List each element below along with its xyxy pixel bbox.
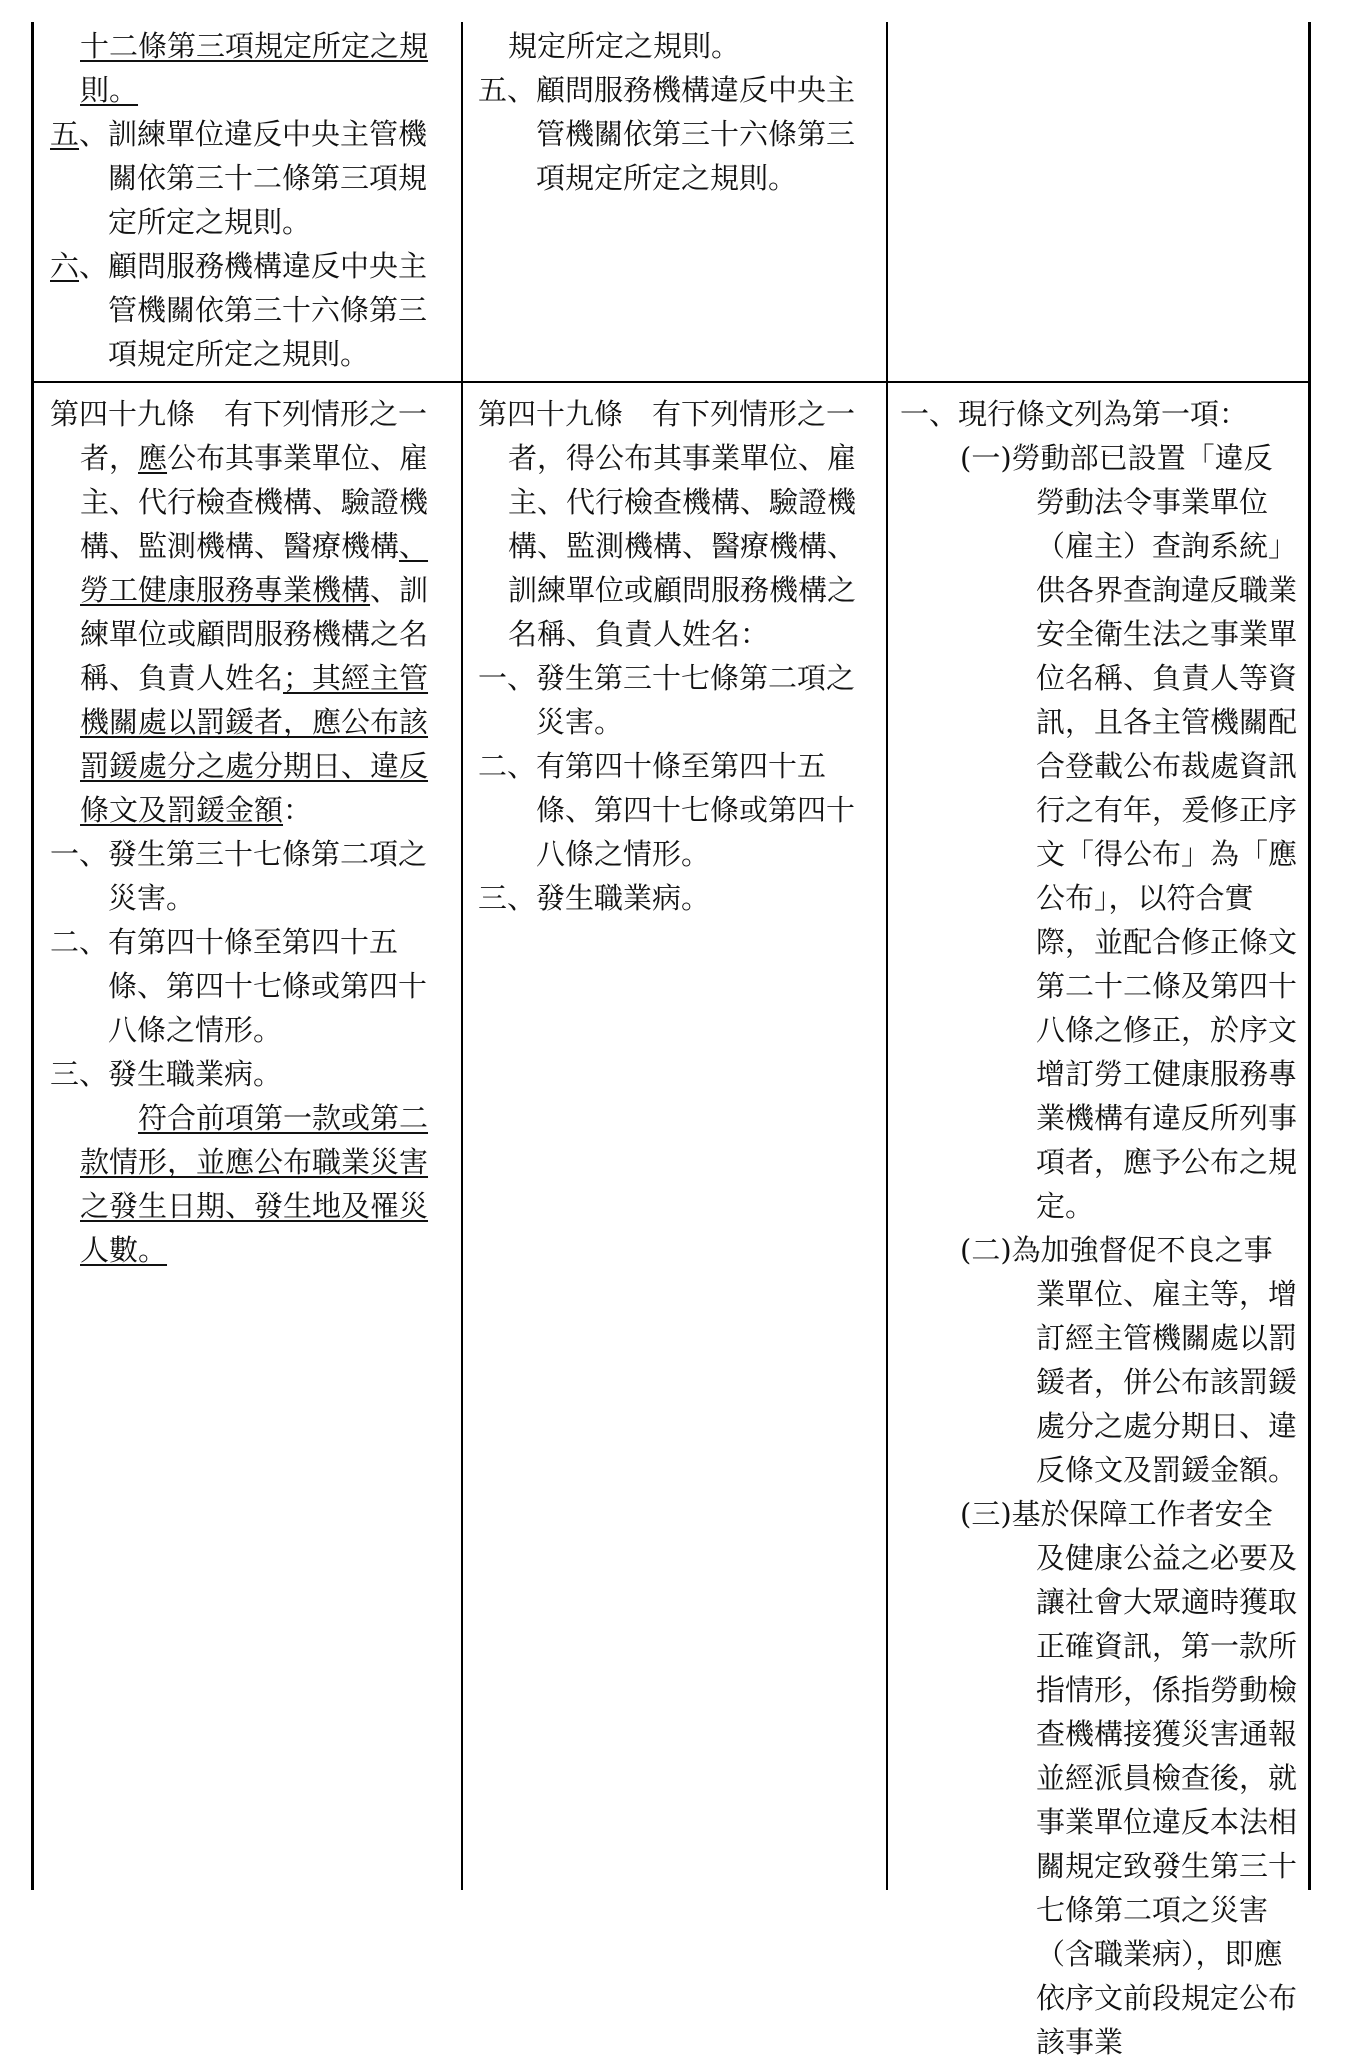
explanation-sub-1: (一)勞動部已設置「違反勞動法令事業單位（雇主）查詢系統」供各界查詢違反職業安全衛生法之事業單位名稱、負責人等資訊，且各主管機關配合登載公布裁處資訊行之有年，爰修正序文「得公布」為「應公布」，以符合實際，並配合修正條文第二十二條及第四十八條之修正，於序文增訂勞工健康服務專業機構有違反所列事項者，應予公布之規定。 — [960, 441, 1298, 1223]
explanation-heading: 一、現行條文列為第一項： — [900, 397, 1249, 431]
explanation-sub-2: (二)為加強督促不良之事業單位、雇主等，增訂經主管機關處以罰鍰者，併公布該罰鍰處分之處分期日、違反條文及罰鍰金額。 — [960, 1233, 1298, 1487]
row2-col3-explanation — [900, 392, 1300, 2064]
row1-col2-cell — [478, 24, 878, 200]
amended-paragraph-2: 符合前項第一款或第二款情形，並應公布職業災害之發生日期、發生地及罹災人數。 — [80, 1101, 429, 1267]
row1-col2-item-5: 五、顧問服務機構違反中央主管機關依第三十六條第三項規定所定之規則。 — [478, 73, 856, 195]
row2-col1-amended-text — [50, 392, 450, 1272]
table-divider-2 — [886, 22, 888, 1890]
row1-col2-continuation: 規定所定之規則。 — [508, 29, 741, 63]
current-item-1: 一、發生第三十七條第二項之災害。 — [478, 661, 856, 739]
row1-col1-continuation: 十二條第三項規定所定之規則。 — [80, 29, 429, 107]
row1-col1-cell — [50, 24, 450, 376]
current-item-2: 二、有第四十條至第四十五條、第四十七條或第四十八條之情形。 — [478, 749, 856, 871]
row1-col1-item-5: 五、訓練單位違反中央主管機關依第三十二條第三項規定所定之規則。 — [50, 117, 428, 239]
row-separator — [31, 381, 1311, 383]
article-49-current-lead: 第四十九條 有下列情形之一者，得公布其事業單位、雇主、代行檢查機構、驗證機構、監測機構、醫療機構、訓練單位或顧問服務機構之名稱、負責人姓名： — [478, 397, 857, 651]
table-divider-1 — [461, 22, 463, 1890]
amended-item-1: 一、發生第三十七條第二項之災害。 — [50, 837, 428, 915]
current-item-3: 三、發生職業病。 — [478, 881, 711, 915]
article-49-amended-lead: 第四十九條 有下列情形之一者，應公布其事業單位、雇主、代行檢查機構、驗證機構、監測機構、醫療機構、勞工健康服務專業機構、訓練單位或顧問服務機構之名稱、負責人姓名；其經主管機關處以罰鍰者，應公布該罰鍰處分之處分期日、違反條文及罰鍰金額： — [50, 397, 429, 827]
amended-item-3: 三、發生職業病。 — [50, 1057, 283, 1091]
amended-item-2: 二、有第四十條至第四十五條、第四十七條或第四十八條之情形。 — [50, 925, 428, 1047]
explanation-sub-3: (三)基於保障工作者安全及健康公益之必要及讓社會大眾適時獲取正確資訊，第一款所指情形，係指勞動檢查機構接獲災害通報並經派員檢查後，就事業單位違反本法相關規定致發生第三十七條第二項之災害（含職業病），即應依序文前段規定公布該事業 — [960, 1497, 1298, 2059]
row1-col1-item-6: 六、顧問服務機構違反中央主管機關依第三十六條第三項規定所定之規則。 — [50, 249, 428, 371]
table-border-right — [1308, 22, 1311, 1890]
table-border-left — [31, 22, 34, 1890]
row2-col2-current-text — [478, 392, 878, 920]
